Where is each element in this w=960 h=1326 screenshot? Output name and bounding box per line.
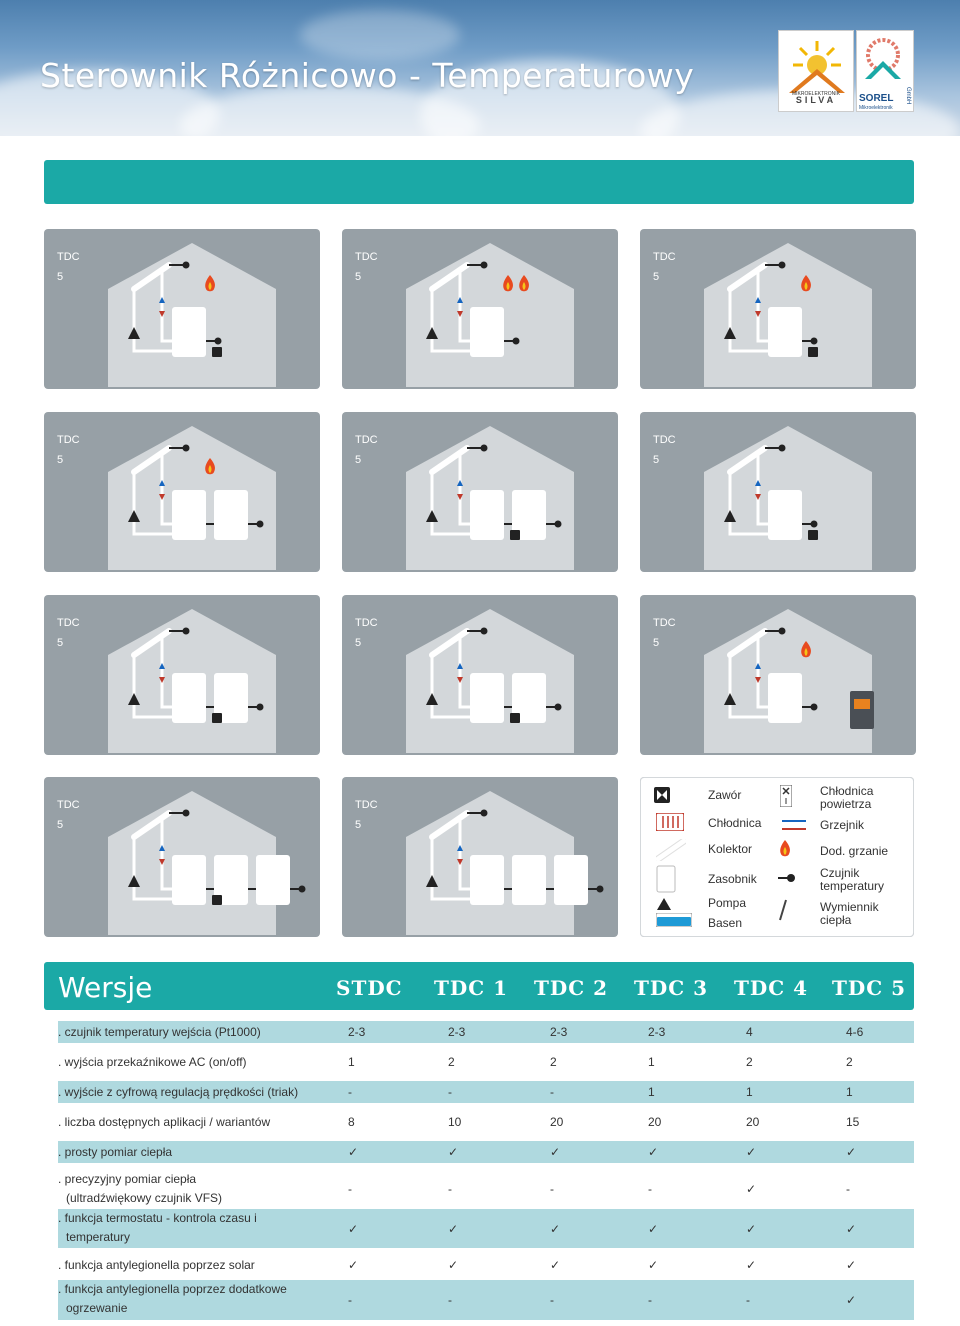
tank-icon — [554, 855, 588, 905]
diagram-panel — [44, 777, 320, 937]
legend-dod-grzanie: Dod. grzanie — [820, 844, 889, 858]
tank-icon — [768, 490, 802, 540]
table-row — [58, 1111, 914, 1133]
row-value: 1 — [846, 1085, 853, 1099]
row-value: - — [348, 1181, 352, 1196]
legend — [640, 777, 914, 937]
row-value: 2-3 — [550, 1025, 568, 1039]
row-value: ✓ — [448, 1258, 459, 1272]
row-value: 20 — [746, 1115, 760, 1129]
sensor-icon — [257, 521, 264, 528]
tank-icon — [214, 490, 248, 540]
panel-model-number: 5 — [355, 637, 362, 649]
row-value: 2 — [448, 1055, 455, 1069]
row-value: ✓ — [448, 1221, 459, 1236]
house-diagram — [44, 412, 320, 572]
row-value: 20 — [648, 1115, 662, 1129]
flame-icon — [778, 839, 792, 859]
sensor-icon — [299, 886, 306, 893]
sensor-icon — [481, 445, 488, 452]
panel-model-number: 5 — [355, 271, 362, 283]
silva-logo — [778, 30, 854, 112]
sensor-icon — [597, 886, 604, 893]
panel-model-number: 5 — [57, 819, 64, 831]
row-value: - — [448, 1293, 452, 1307]
diagram-panel — [44, 595, 320, 755]
row-value: ✓ — [746, 1258, 757, 1272]
sensor-icon — [481, 810, 488, 817]
row-value: 1 — [648, 1055, 655, 1069]
sensor-icon — [183, 262, 190, 269]
row-value: ✓ — [648, 1145, 659, 1159]
valve-icon — [510, 530, 520, 540]
valve-icon — [510, 713, 520, 723]
row-value: ✓ — [648, 1221, 659, 1236]
row-value: ✓ — [846, 1221, 857, 1236]
row-label: . funkcja antylegionella poprzez solar — [58, 1257, 255, 1272]
version-header: TDC 2 — [534, 976, 609, 1000]
row-value: ✓ — [550, 1258, 561, 1272]
row-value: ✓ — [846, 1145, 857, 1159]
panel-model-label: TDC — [653, 434, 676, 446]
row-label: . prosty pomiar ciepła — [58, 1144, 173, 1159]
diagram-panel — [44, 412, 320, 572]
diagram-panel — [342, 412, 618, 572]
row-value: ✓ — [348, 1145, 359, 1159]
panel-model-number: 5 — [653, 271, 660, 283]
tank-icon — [470, 855, 504, 905]
row-value: ✓ — [746, 1221, 757, 1236]
sensor-icon — [183, 810, 190, 817]
sensor-icon — [811, 521, 818, 528]
row-value: - — [348, 1293, 352, 1307]
legend-wymiennik: Wymiennik ciepła — [820, 900, 879, 927]
house-diagram — [640, 229, 916, 389]
radiator-icon — [782, 817, 806, 833]
panel-model-label: TDC — [57, 251, 80, 263]
pump-icon — [656, 897, 672, 911]
tank-icon — [256, 855, 290, 905]
panel-model-label: TDC — [355, 251, 378, 263]
valve-icon — [212, 347, 222, 357]
legend-chlodnica: Chłodnica — [708, 816, 762, 830]
sensor-icon — [555, 704, 562, 711]
house-diagram — [342, 229, 618, 389]
table-row — [58, 1081, 914, 1103]
row-value: ✓ — [746, 1145, 757, 1159]
row-label: . funkcja termostatu - kontrola czasu i temperatury — [58, 1211, 257, 1244]
valve-icon — [654, 787, 670, 803]
version-header: TDC 1 — [434, 976, 509, 1000]
house-diagram — [640, 412, 916, 572]
row-value: 2-3 — [648, 1025, 666, 1039]
sensor-icon — [481, 628, 488, 635]
row-value: - — [448, 1181, 452, 1196]
sensor-icon — [183, 628, 190, 635]
table-row — [58, 1280, 914, 1320]
panel-model-label: TDC — [57, 617, 80, 629]
table-row — [58, 1254, 914, 1276]
table-row — [58, 1170, 914, 1207]
sensor-icon — [779, 262, 786, 269]
diagram-panel — [342, 229, 618, 389]
cloud-decoration — [300, 10, 460, 60]
row-value: ✓ — [648, 1258, 659, 1272]
tank-icon — [470, 307, 504, 357]
tank-icon — [512, 855, 546, 905]
version-header: STDC — [336, 976, 403, 1000]
legend-grzejnik: Grzejnik — [820, 818, 865, 832]
row-label: . funkcja antylegionella poprzez dodatkowe ogrzewanie — [58, 1282, 287, 1315]
panel-model-label: TDC — [57, 434, 80, 446]
row-value: - — [448, 1085, 452, 1099]
row-label: . wyjścia przekaźnikowe AC (on/off) — [58, 1054, 247, 1069]
panel-model-number: 5 — [653, 637, 660, 649]
sensor-icon — [183, 445, 190, 452]
house-diagram — [44, 777, 320, 937]
row-value: 4 — [746, 1025, 753, 1039]
version-header: TDC 5 — [832, 976, 907, 1000]
tank-icon — [172, 490, 206, 540]
house-diagram — [342, 412, 618, 572]
row-value: ✓ — [348, 1221, 359, 1236]
sorel-sub-text: Mikroelektronik — [859, 105, 893, 111]
tank-icon — [470, 673, 504, 723]
silva-main-text: SILVA — [795, 95, 837, 105]
row-label: . liczba dostępnych aplikacji / wariantów — [58, 1114, 271, 1129]
panel-model-label: TDC — [355, 617, 378, 629]
panel-model-label: TDC — [355, 799, 378, 811]
row-value: ✓ — [550, 1221, 561, 1236]
tank-icon — [768, 673, 802, 723]
row-value: ✓ — [846, 1293, 857, 1307]
row-value: - — [648, 1181, 652, 1196]
tank-icon — [768, 307, 802, 357]
page-title: Sterownik Różnicowo - Temperaturowy — [40, 56, 695, 95]
stove-fire-icon — [854, 699, 870, 709]
row-value: ✓ — [448, 1145, 459, 1159]
row-value: - — [550, 1085, 554, 1099]
panel-model-number: 5 — [355, 454, 362, 466]
valve-icon — [808, 347, 818, 357]
valve-icon — [212, 895, 222, 905]
legend-kolektor: Kolektor — [708, 842, 753, 856]
tank-icon — [470, 490, 504, 540]
row-label: . wyjście z cyfrową regulacją prędkości (triak) — [58, 1084, 299, 1099]
row-value: 2 — [846, 1055, 853, 1069]
legend-zawor: Zawór — [708, 788, 742, 802]
row-value: 2 — [550, 1055, 557, 1069]
panel-model-label: TDC — [355, 434, 378, 446]
sensor-icon — [779, 628, 786, 635]
valve-icon — [808, 530, 818, 540]
sensor-icon — [811, 338, 818, 345]
tank-icon — [172, 855, 206, 905]
row-value: 20 — [550, 1115, 564, 1129]
table-row — [58, 1051, 914, 1073]
table-row — [58, 1141, 914, 1163]
row-value: - — [550, 1181, 554, 1196]
row-label: . precyzyjny pomiar ciepła (ultradźwiękowy czujnik VFS) — [58, 1172, 223, 1205]
sorel-house-icon — [857, 31, 915, 91]
collector-icon — [656, 839, 686, 861]
legend-czujnik: Czujnik temperatury — [820, 866, 885, 893]
stove-icon — [850, 691, 874, 729]
row-value: - — [648, 1293, 652, 1307]
row-value: 2 — [746, 1055, 753, 1069]
row-value: 2-3 — [348, 1025, 366, 1039]
row-label: . czujnik temperatury wejścia (Pt1000) — [58, 1024, 261, 1039]
house-diagram — [44, 595, 320, 755]
versions-header — [44, 962, 914, 1010]
sensor-icon — [811, 704, 818, 711]
panel-model-label: TDC — [653, 617, 676, 629]
sensor-icon — [215, 338, 222, 345]
diagram-panel — [342, 595, 618, 755]
legend-pompa: Pompa — [708, 896, 747, 910]
row-value: ✓ — [746, 1181, 757, 1196]
silva-top-text: MIKROELEKTRONIK — [791, 91, 841, 97]
row-value: 8 — [348, 1115, 355, 1129]
versions-title: Wersje — [58, 971, 153, 1004]
row-value: ✓ — [846, 1258, 857, 1272]
panel-model-number: 5 — [653, 454, 660, 466]
table-row — [58, 1209, 914, 1248]
panel-model-number: 5 — [57, 637, 64, 649]
tank-icon — [172, 673, 206, 723]
diagram-panel — [640, 412, 916, 572]
diagram-panel — [640, 229, 916, 389]
house-diagram — [640, 595, 916, 755]
row-value: 10 — [448, 1115, 462, 1129]
row-value: 1 — [348, 1055, 355, 1069]
version-header: TDC 4 — [734, 976, 809, 1000]
sensor-icon — [481, 262, 488, 269]
legend-basen: Basen — [708, 916, 743, 930]
valve-icon — [212, 713, 222, 723]
version-header: TDC 3 — [634, 976, 709, 1000]
sorel-logo — [856, 30, 914, 112]
sensor-icon — [779, 445, 786, 452]
tank-icon — [656, 865, 676, 893]
row-value: - — [348, 1085, 352, 1099]
sorel-gmbh-text: GmbH — [905, 87, 911, 105]
panel-model-number: 5 — [355, 819, 362, 831]
pool-icon — [656, 913, 692, 927]
row-value: - — [746, 1293, 750, 1307]
row-value: 4-6 — [846, 1025, 864, 1039]
row-value: - — [550, 1293, 554, 1307]
tank-icon — [172, 307, 206, 357]
heat-exchanger-icon — [778, 899, 788, 921]
diagram-panel — [640, 595, 916, 755]
row-value: - — [846, 1181, 850, 1196]
air-cooler-icon — [780, 785, 792, 807]
row-value: 1 — [648, 1085, 655, 1099]
sensor-icon — [257, 704, 264, 711]
sensor-icon — [778, 873, 796, 883]
house-diagram — [342, 777, 618, 937]
table-row — [58, 1021, 914, 1043]
diagram-panel — [342, 777, 618, 937]
panel-model-label: TDC — [57, 799, 80, 811]
panel-model-number: 5 — [57, 454, 64, 466]
row-value: 15 — [846, 1115, 860, 1129]
legend-chlodnica-powietrza: Chłodnica powietrza — [820, 784, 874, 811]
house-diagram — [44, 229, 320, 389]
row-value: 2-3 — [448, 1025, 466, 1039]
row-value: 1 — [746, 1085, 753, 1099]
header-banner — [0, 0, 960, 136]
teal-divider-bar — [44, 160, 914, 204]
cooler-icon — [656, 813, 684, 831]
diagram-panel — [44, 229, 320, 389]
house-diagram — [342, 595, 618, 755]
sorel-main-text: SOREL — [859, 93, 894, 104]
sensor-icon — [555, 521, 562, 528]
panel-model-number: 5 — [57, 271, 64, 283]
panel-model-label: TDC — [653, 251, 676, 263]
sensor-icon — [513, 338, 520, 345]
legend-zasobnik: Zasobnik — [708, 872, 757, 886]
row-value: ✓ — [348, 1258, 359, 1272]
row-value: ✓ — [550, 1145, 561, 1159]
